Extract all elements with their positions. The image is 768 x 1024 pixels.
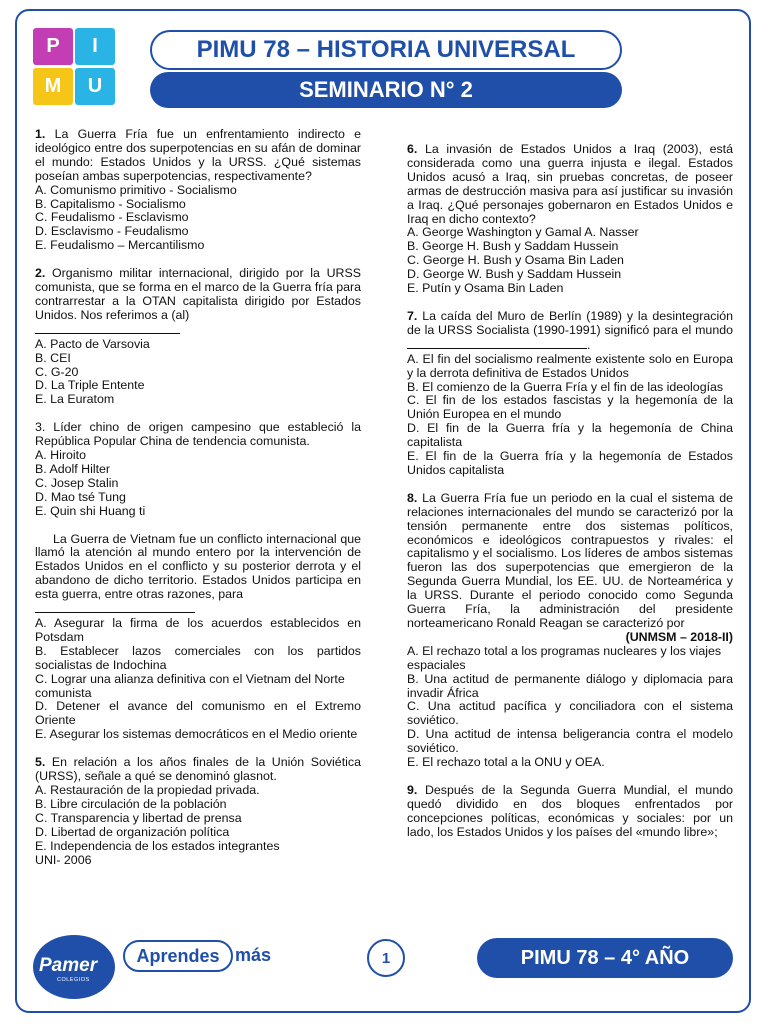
option: D. George W. Bush y Saddam Hussein [407, 267, 622, 282]
option: E. La Euratom [35, 392, 115, 407]
question-2 [35, 267, 361, 407]
option: A. Comunismo primitivo - Socialismo [35, 182, 237, 197]
question-text: En relación a los años finales de la Unión Soviética (URSS), señale a qué se denominó glasnot. [35, 755, 361, 784]
option: B. Establecer lazos comerciales con los partidos socialistas de Indochina [35, 643, 361, 672]
option: D. Una actitud de intensa beligerancia contra el modelo soviético. [407, 727, 733, 756]
option: D. Esclavismo - Feudalismo [35, 224, 189, 239]
option: C. Lograr una alianza definitiva con el Vietnam del Norte comunista [35, 671, 345, 700]
question-number: 7. [407, 308, 418, 323]
page-number: 1 [367, 939, 405, 977]
question-6 [407, 143, 733, 296]
question-text: La caída del Muro de Berlín (1989) y la desintegración de la URSS Socialista (1990-1991) significó para el mundo [407, 308, 733, 337]
option: E. Independencia de los estados integrantes [35, 838, 280, 853]
question-8 [407, 492, 733, 770]
option: A. Asegurar la firma de los acuerdos establecidos en Potsdam [35, 616, 361, 644]
option: E. Putín y Osama Bin Laden [407, 281, 564, 296]
option: A. George Washington y Gamal A. Nasser [407, 225, 639, 240]
option: B. Una actitud de permanente diálogo y diplomacia para invadir África [407, 671, 733, 700]
question-4 [35, 533, 361, 743]
pimu-logo [33, 28, 117, 106]
option: D. Mao tsé Tung [35, 489, 126, 504]
option: E. Quin shi Huang ti [35, 503, 146, 518]
question-5 [35, 756, 361, 867]
question-text: Después de la Segunda Guerra Mundial, el mundo quedó dividido en dos bloques enfrentados por concepciones políticas, económicas y sociales: por un lado, los Estados Unidos y los países del «mundo libre»; [407, 782, 733, 839]
logo-letter-i: I [75, 28, 115, 65]
slogan [123, 940, 279, 972]
option: E. El rechazo total a la ONU y OEA. [407, 755, 605, 770]
option: A. Restauración de la propiedad privada. [35, 782, 260, 797]
option: B. George H. Bush y Saddam Hussein [407, 239, 619, 254]
option: C. George H. Bush y Osama Bin Laden [407, 253, 624, 268]
question-number: 5. [35, 755, 46, 770]
option: C. Josep Stalin [35, 475, 119, 490]
question-1 [35, 128, 361, 253]
source-note: UNI- 2006 [35, 852, 92, 867]
footer [15, 920, 751, 1013]
question-text: La Guerra Fría fue un periodo en la cual el sistema de relaciones internacionales del mundo se caracterizó por la tensión permanente entre dos sistemas políticos, económicos e ideológicos contrapuestos y rivales: el capitalismo y el socialismo. Los líderes de ambos sistemas fueron las dos superpotencias que emergieron de la Segunda Guerra Mundial, los EE. UU. de Norteamérica y la URSS. Durante el periodo conocido como Segunda Guerra Fría, la administración del presidente norteamericano Ronald Reagan se caracterizó por [407, 490, 733, 630]
question-text: La Guerra de Vietnam fue un conflicto internacional que llamó la atención al mundo entero por la intervención de Estados Unidos en el conflicto y su posterior derrota y el abandono de dicho territorio. Estados Unidos participa en esta guerra, entre otras razones, para [35, 531, 361, 602]
option: A. El rechazo total a los programas nucleares y los viajes espaciales [407, 643, 722, 672]
answer-blank [35, 602, 361, 617]
question-text: La Guerra Fría fue un enfrentamiento indirecto e ideológico entre dos superpotencias en su afán de dominar el mundo: Estados Unidos y la URSS. ¿Qué sistemas poseían ambas superpotencias, respectivamente? [35, 127, 361, 183]
slogan-tail: más [235, 945, 272, 965]
question-text: Líder chino de origen campesino que estableció la República Popular China de tendencia comunista. [35, 420, 362, 449]
answer-blank [407, 338, 587, 349]
question-7: 7. La caída del Muro de Berlín (1989) y la desintegración de la URSS Socialista (1990-1991) significó para el mundo . A. El fin del socialismo realmente existente solo en Europa y la derrota definitiva de Estados Unidos B. El comienzo de la Guerra Fría y el fin de las ideologías C. El fin de los estados fascistas y la hegemonía de la Unión Europea en el mundo D. El fin de la Guerra fría y la hegemonía de China capitalista E. El fin de la Guerra fría y la hegemonía de Estados Unidos capitalista [407, 308, 733, 477]
option: C. G-20 [35, 364, 79, 379]
option: A. Pacto de Varsovia [35, 336, 150, 351]
page-title: PIMU 78 – HISTORIA UNIVERSAL [150, 30, 622, 70]
logo-letter-u: U [75, 68, 115, 105]
question-number: 1. [35, 127, 46, 141]
option: B. Adolf Hilter [35, 461, 111, 476]
right-column [407, 143, 733, 854]
option: A. El fin del socialismo realmente existente solo en Europa y la derrota definitiva de Estados Unidos [407, 351, 733, 380]
slogan-main: Aprendes [123, 940, 233, 972]
left-column [35, 128, 361, 881]
question-9 [407, 784, 733, 840]
question-number: 3. [35, 420, 46, 435]
pamer-logo-subtext: COLEGIOS [57, 977, 90, 983]
logo-letter-m: M [33, 68, 73, 105]
option: C. Una actitud pacífica y conciliadora con el sistema soviético. [407, 699, 733, 728]
option: B. Libre circulación de la población [35, 796, 227, 811]
option: B. El comienzo de la Guerra Fría y el fin de las ideologías [407, 379, 724, 394]
option: D. Libertad de organización política [35, 824, 230, 839]
option: A. Hiroito [35, 448, 86, 463]
option: D. La Triple Entente [35, 378, 145, 393]
option: C. El fin de los estados fascistas y la hegemonía de la Unión Europea en el mundo [407, 393, 733, 422]
option: B. CEI [35, 350, 71, 365]
question-text: Organismo militar internacional, dirigido por la URSS comunista, que se forma en el marco de la Guerra fría para contrarrestar a la OTAN capitalista dirigido por Estados Unidos. Nos referimos a (al) [35, 266, 362, 322]
option: E. El fin de la Guerra fría y la hegemonía de Estados Unidos capitalista [407, 449, 733, 477]
option: C. Feudalismo - Esclavismo [35, 210, 189, 225]
question-number: 8. [407, 490, 418, 505]
pamer-logo-text: Pamer [39, 955, 98, 976]
course-label: PIMU 78 – 4° AÑO [477, 938, 733, 978]
option: D. El fin de la Guerra fría y la hegemonía de China capitalista [407, 421, 733, 450]
question-number: 6. [407, 142, 418, 156]
option: C. Transparencia y libertad de prensa [35, 810, 242, 825]
source-note: (UNMSM – 2018-II) [625, 629, 733, 644]
question-3 [35, 421, 361, 518]
logo-letter-p: P [33, 28, 73, 65]
option: E. Feudalismo – Mercantilismo [35, 238, 205, 253]
option: B. Capitalismo - Socialismo [35, 196, 186, 211]
page-subtitle: SEMINARIO N° 2 [150, 72, 622, 108]
answer-blank [35, 323, 361, 338]
option: E. Asegurar los sistemas democráticos en el Medio oriente [35, 727, 358, 742]
question-text: La invasión de Estados Unidos a Iraq (2003), está considerada como una guerra injusta e ilegal. Estados Unidos acusó a Iraq, sin pruebas concretas, de poseer armas de destrucción masiva para así justificar su invasión a Iraq. ¿Qué personajes gobernaron en Estados Unidos e Iraq en dicho contexto? [407, 142, 734, 226]
question-number: 9. [407, 782, 418, 797]
option: D. Detener el avance del comunismo en el Extremo Oriente [35, 699, 361, 728]
question-number: 2. [35, 266, 46, 281]
pamer-logo [33, 935, 115, 995]
